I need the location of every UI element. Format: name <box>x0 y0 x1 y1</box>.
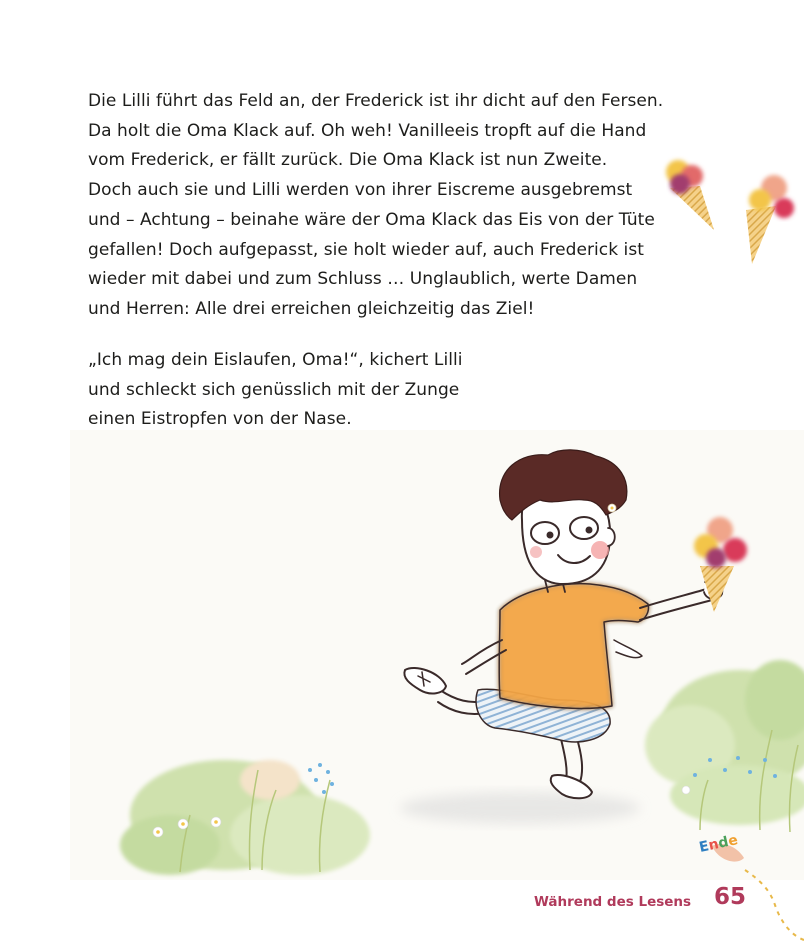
story-line: und – Achtung – beinahe wäre der Oma Klack das Eis von der Tüte <box>88 209 655 230</box>
story-line: Die Lilli führt das Feld an, der Frederick ist ihr dicht auf den Fersen. <box>88 91 664 111</box>
story-paragraph-2 <box>88 346 463 435</box>
ende-letter: E <box>697 838 711 856</box>
ice-cream-cone-left <box>666 160 714 230</box>
page-number: 65 <box>714 884 747 910</box>
story-line: und schleckt sich genüsslich mit der Zunge <box>88 379 460 400</box>
footer-section-title: Während des Lesens <box>534 894 692 910</box>
story-line: Da holt die Oma Klack auf. Oh weh! Vanilleeis tropft auf die Hand <box>88 120 647 141</box>
ende-letter: e <box>726 832 740 850</box>
right-eye <box>570 517 598 539</box>
ende-letter: d <box>716 834 731 852</box>
story-line: wieder mit dabei und zum Schluss … Unglaublich, werte Damen <box>88 269 638 290</box>
story-line: „Ich mag dein Eislaufen, Oma!“, kichert Lilli <box>88 350 463 370</box>
story-line: einen Eistropfen von der Nase. <box>88 409 352 430</box>
story-line: gefallen! Doch aufgepasst, sie holt wieder auf, auch Frederick ist <box>88 239 644 260</box>
left-eye <box>531 522 559 544</box>
story-line: und Herren: Alle drei erreichen gleichzeitig das Ziel! <box>88 298 535 319</box>
story-paragraph-1 <box>88 87 663 325</box>
story-line: Doch auch sie und Lilli werden von ihrer Eiscreme ausgebremst <box>88 180 633 201</box>
ende-letter: n <box>707 836 721 854</box>
ground-shadow <box>400 792 640 824</box>
story-line: vom Frederick, er fällt zurück. Die Oma Klack ist nun Zweite. <box>88 150 608 171</box>
ice-cream-cone-right <box>746 175 794 264</box>
